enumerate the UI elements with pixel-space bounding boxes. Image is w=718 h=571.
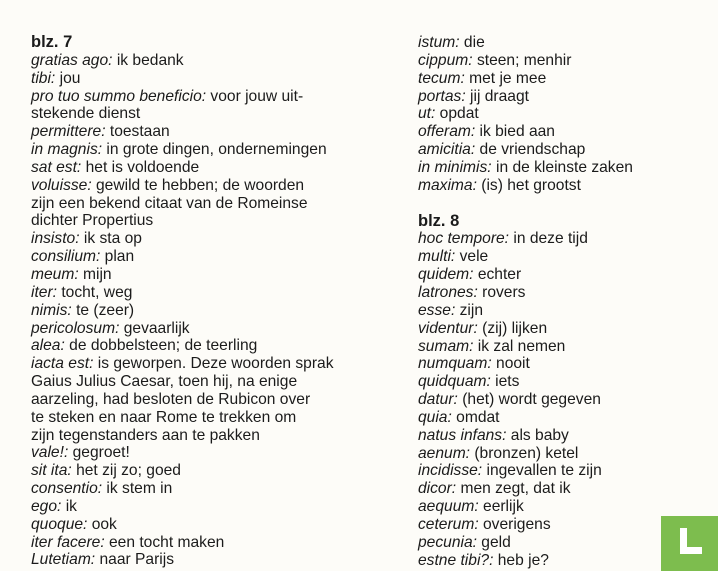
vocab-entry bbox=[31, 230, 381, 248]
section-gap bbox=[418, 195, 668, 213]
dutch-translation: (bronzen) ketel bbox=[470, 444, 579, 462]
vocab-entry bbox=[418, 159, 668, 177]
latin-term: sat est: bbox=[31, 158, 82, 176]
dutch-translation: ik stem in bbox=[102, 480, 173, 498]
vocab-entry bbox=[31, 52, 381, 70]
dutch-translation: ook bbox=[87, 515, 117, 533]
vocab-entry bbox=[31, 498, 381, 516]
dutch-translation: men zegt, dat ik bbox=[456, 480, 571, 498]
vocab-entry bbox=[31, 70, 381, 88]
vocab-entry bbox=[418, 123, 668, 141]
dutch-translation: ik zal nemen bbox=[473, 337, 566, 355]
latin-term: consilium: bbox=[31, 248, 101, 266]
dutch-translation: nooit bbox=[491, 355, 530, 373]
vocab-entry bbox=[418, 230, 668, 248]
dutch-translation: vele bbox=[455, 248, 489, 266]
dutch-translation: een tocht maken bbox=[104, 533, 225, 551]
dutch-translation: zijn bbox=[455, 301, 484, 319]
vocab-entry bbox=[418, 338, 668, 356]
vocab-entry bbox=[418, 302, 668, 320]
latin-term: gratias ago: bbox=[31, 51, 113, 69]
left-entry-list bbox=[31, 52, 381, 569]
latin-term: maxima: bbox=[418, 176, 477, 194]
dutch-translation: toestaan bbox=[105, 123, 170, 141]
latin-term: natus infans: bbox=[418, 426, 507, 444]
dutch-translation: (zij) lijken bbox=[477, 319, 548, 337]
dutch-translation: overigens bbox=[478, 515, 551, 533]
vocab-entry bbox=[31, 177, 381, 231]
vocab-entry bbox=[31, 355, 381, 444]
latin-term: offeram: bbox=[418, 123, 476, 141]
latin-term: istum: bbox=[418, 34, 460, 51]
dutch-translation: rovers bbox=[477, 283, 526, 301]
latin-term: videntur: bbox=[418, 319, 478, 337]
latin-term: ceterum: bbox=[418, 515, 479, 533]
vocab-entry bbox=[418, 498, 668, 516]
latin-term: latrones: bbox=[418, 283, 478, 301]
dutch-translation: het is voldoende bbox=[81, 158, 200, 176]
vocab-entry bbox=[418, 391, 668, 409]
vocab-entry bbox=[31, 337, 381, 355]
vocab-entry bbox=[31, 516, 381, 534]
vocab-entry bbox=[418, 427, 668, 445]
dutch-translation: de vriendschap bbox=[475, 141, 586, 159]
dutch-translation: met je mee bbox=[464, 69, 547, 87]
vocab-entry bbox=[31, 159, 381, 177]
latin-term: amicitia: bbox=[418, 141, 476, 159]
page-heading-blz-8: blz. 8 bbox=[418, 211, 460, 230]
latin-term: numquam: bbox=[418, 355, 492, 373]
vocab-entry bbox=[31, 302, 381, 320]
dutch-translation: het zij zo; goed bbox=[71, 462, 181, 480]
left-column bbox=[31, 34, 381, 569]
latin-term: dicor: bbox=[418, 480, 457, 498]
dutch-translation: gevaarlijk bbox=[119, 319, 190, 337]
vocab-entry bbox=[418, 248, 668, 266]
dutch-translation: in grote dingen, ondernemingen bbox=[102, 141, 327, 159]
vocab-entry bbox=[418, 34, 668, 52]
dutch-translation: die bbox=[459, 34, 485, 51]
vocab-entry bbox=[31, 534, 381, 552]
latin-term: iacta est: bbox=[31, 355, 94, 373]
right-entry-list-top bbox=[418, 34, 668, 195]
vocab-entry bbox=[31, 551, 381, 569]
dutch-translation: heb je? bbox=[493, 551, 549, 569]
latin-term: aequum: bbox=[418, 498, 479, 516]
dutch-translation: iets bbox=[490, 373, 520, 391]
dutch-translation: (is) het grootst bbox=[476, 176, 581, 194]
vocab-entry bbox=[31, 248, 381, 266]
latin-term: cippum: bbox=[418, 51, 473, 69]
latin-term: nimis: bbox=[31, 301, 72, 319]
page-heading-blz-7: blz. 7 bbox=[31, 33, 73, 51]
latin-term: sit ita: bbox=[31, 462, 72, 480]
latin-term: consentio: bbox=[31, 480, 103, 498]
vocab-entry bbox=[418, 552, 668, 570]
vocab-entry bbox=[31, 266, 381, 284]
right-entry-list-bottom bbox=[418, 230, 668, 569]
vocab-entry bbox=[418, 480, 668, 498]
vocab-entry bbox=[418, 266, 668, 284]
dutch-translation: tocht, weg bbox=[57, 283, 133, 301]
latin-term: vale!: bbox=[31, 444, 69, 462]
latin-term: quidem: bbox=[418, 266, 474, 284]
dutch-translation: gegroet! bbox=[68, 444, 130, 462]
latin-term: aenum: bbox=[418, 444, 471, 462]
dutch-translation: ik sta op bbox=[79, 230, 142, 248]
dutch-translation: (het) wordt gegeven bbox=[457, 391, 601, 409]
vocab-entry bbox=[418, 445, 668, 463]
vocab-entry bbox=[418, 516, 668, 534]
vocab-entry bbox=[418, 534, 668, 552]
vocab-entry bbox=[418, 88, 668, 106]
latin-term: datur: bbox=[418, 391, 458, 409]
latin-term: ut: bbox=[418, 105, 436, 123]
latin-term: in magnis: bbox=[31, 141, 103, 159]
latin-term: hoc tempore: bbox=[418, 230, 510, 248]
vocab-entry bbox=[31, 88, 381, 124]
vocab-entry bbox=[31, 141, 381, 159]
latin-term: esse: bbox=[418, 301, 456, 319]
dutch-translation: geld bbox=[476, 533, 511, 551]
dutch-translation: omdat bbox=[451, 408, 500, 426]
vocab-entry bbox=[418, 284, 668, 302]
vocab-entry bbox=[31, 462, 381, 480]
latin-term: insisto: bbox=[31, 230, 80, 248]
latin-term: quidquam: bbox=[418, 373, 491, 391]
dutch-translation: ik bbox=[61, 497, 77, 515]
dutch-translation: ik bedank bbox=[112, 51, 184, 69]
dutch-translation: jij draagt bbox=[465, 87, 529, 105]
dutch-translation: is geworpen. Deze woorden sprak Gaius Julius Caesar, toen hij, na enige aarzeling, had besloten de Rubicon over te steken en naar Rome te trekken om zijn tegenstanders aan te pakken bbox=[31, 355, 334, 444]
latin-term: tecum: bbox=[418, 69, 465, 87]
right-column bbox=[418, 34, 668, 569]
latin-term: sumam: bbox=[418, 337, 474, 355]
vocab-entry bbox=[418, 177, 668, 195]
dutch-translation: voor jouw uit- stekende dienst bbox=[31, 87, 304, 123]
dutch-translation: in deze tijd bbox=[509, 230, 588, 248]
logo-mark bbox=[680, 528, 702, 554]
vocab-entry bbox=[31, 444, 381, 462]
latin-term: pecunia: bbox=[418, 533, 477, 551]
latin-term: ego: bbox=[31, 497, 62, 515]
latin-term: quoque: bbox=[31, 515, 88, 533]
dutch-translation: te (zeer) bbox=[71, 301, 135, 319]
green-square-logo-icon bbox=[661, 516, 718, 571]
latin-term: multi: bbox=[418, 248, 456, 266]
latin-term: portas: bbox=[418, 87, 466, 105]
vocab-entry bbox=[31, 123, 381, 141]
latin-term: iter: bbox=[31, 283, 57, 301]
dutch-translation: de dobbelsteen; de teerling bbox=[64, 337, 258, 355]
dutch-translation: naar Parijs bbox=[95, 551, 175, 569]
latin-term: pericolosum: bbox=[31, 319, 120, 337]
dutch-translation: plan bbox=[100, 248, 135, 266]
latin-term: incidisse: bbox=[418, 462, 483, 480]
latin-term: tibi: bbox=[31, 69, 56, 87]
vocab-entry bbox=[418, 105, 668, 123]
latin-term: quia: bbox=[418, 408, 452, 426]
latin-term: iter facere: bbox=[31, 533, 105, 551]
vocab-entry bbox=[31, 480, 381, 498]
dutch-translation: echter bbox=[473, 266, 522, 284]
vocab-entry bbox=[418, 70, 668, 88]
dutch-translation: mijn bbox=[78, 265, 112, 283]
vocab-entry bbox=[418, 52, 668, 70]
dutch-translation: gewild te hebben; de woorden zijn een bekend citaat van de Romeinse dichter Propertius bbox=[31, 176, 308, 230]
dutch-translation: ingevallen te zijn bbox=[482, 462, 602, 480]
dutch-translation: jou bbox=[55, 69, 81, 87]
latin-term: voluisse: bbox=[31, 176, 92, 194]
vocab-entry bbox=[418, 373, 668, 391]
latin-term: in minimis: bbox=[418, 158, 492, 176]
vocab-entry bbox=[418, 462, 668, 480]
vocab-entry bbox=[31, 284, 381, 302]
vocab-entry bbox=[418, 141, 668, 159]
dutch-translation: ik bied aan bbox=[475, 123, 555, 141]
dutch-translation: als baby bbox=[506, 426, 569, 444]
vocab-entry bbox=[418, 355, 668, 373]
vocab-entry bbox=[418, 409, 668, 427]
dutch-translation: eerlijk bbox=[478, 498, 524, 516]
vocab-entry bbox=[31, 320, 381, 338]
latin-term: Lutetiam: bbox=[31, 551, 96, 569]
latin-term: estne tibi?: bbox=[418, 551, 494, 569]
dutch-translation: in de kleinste zaken bbox=[491, 158, 633, 176]
latin-term: alea: bbox=[31, 337, 65, 355]
dutch-translation: steen; menhir bbox=[472, 51, 572, 69]
latin-term: pro tuo summo beneficio: bbox=[31, 87, 207, 105]
latin-term: permittere: bbox=[31, 123, 106, 141]
vocab-entry bbox=[418, 320, 668, 338]
dutch-translation: opdat bbox=[435, 105, 479, 123]
latin-term: meum: bbox=[31, 265, 79, 283]
